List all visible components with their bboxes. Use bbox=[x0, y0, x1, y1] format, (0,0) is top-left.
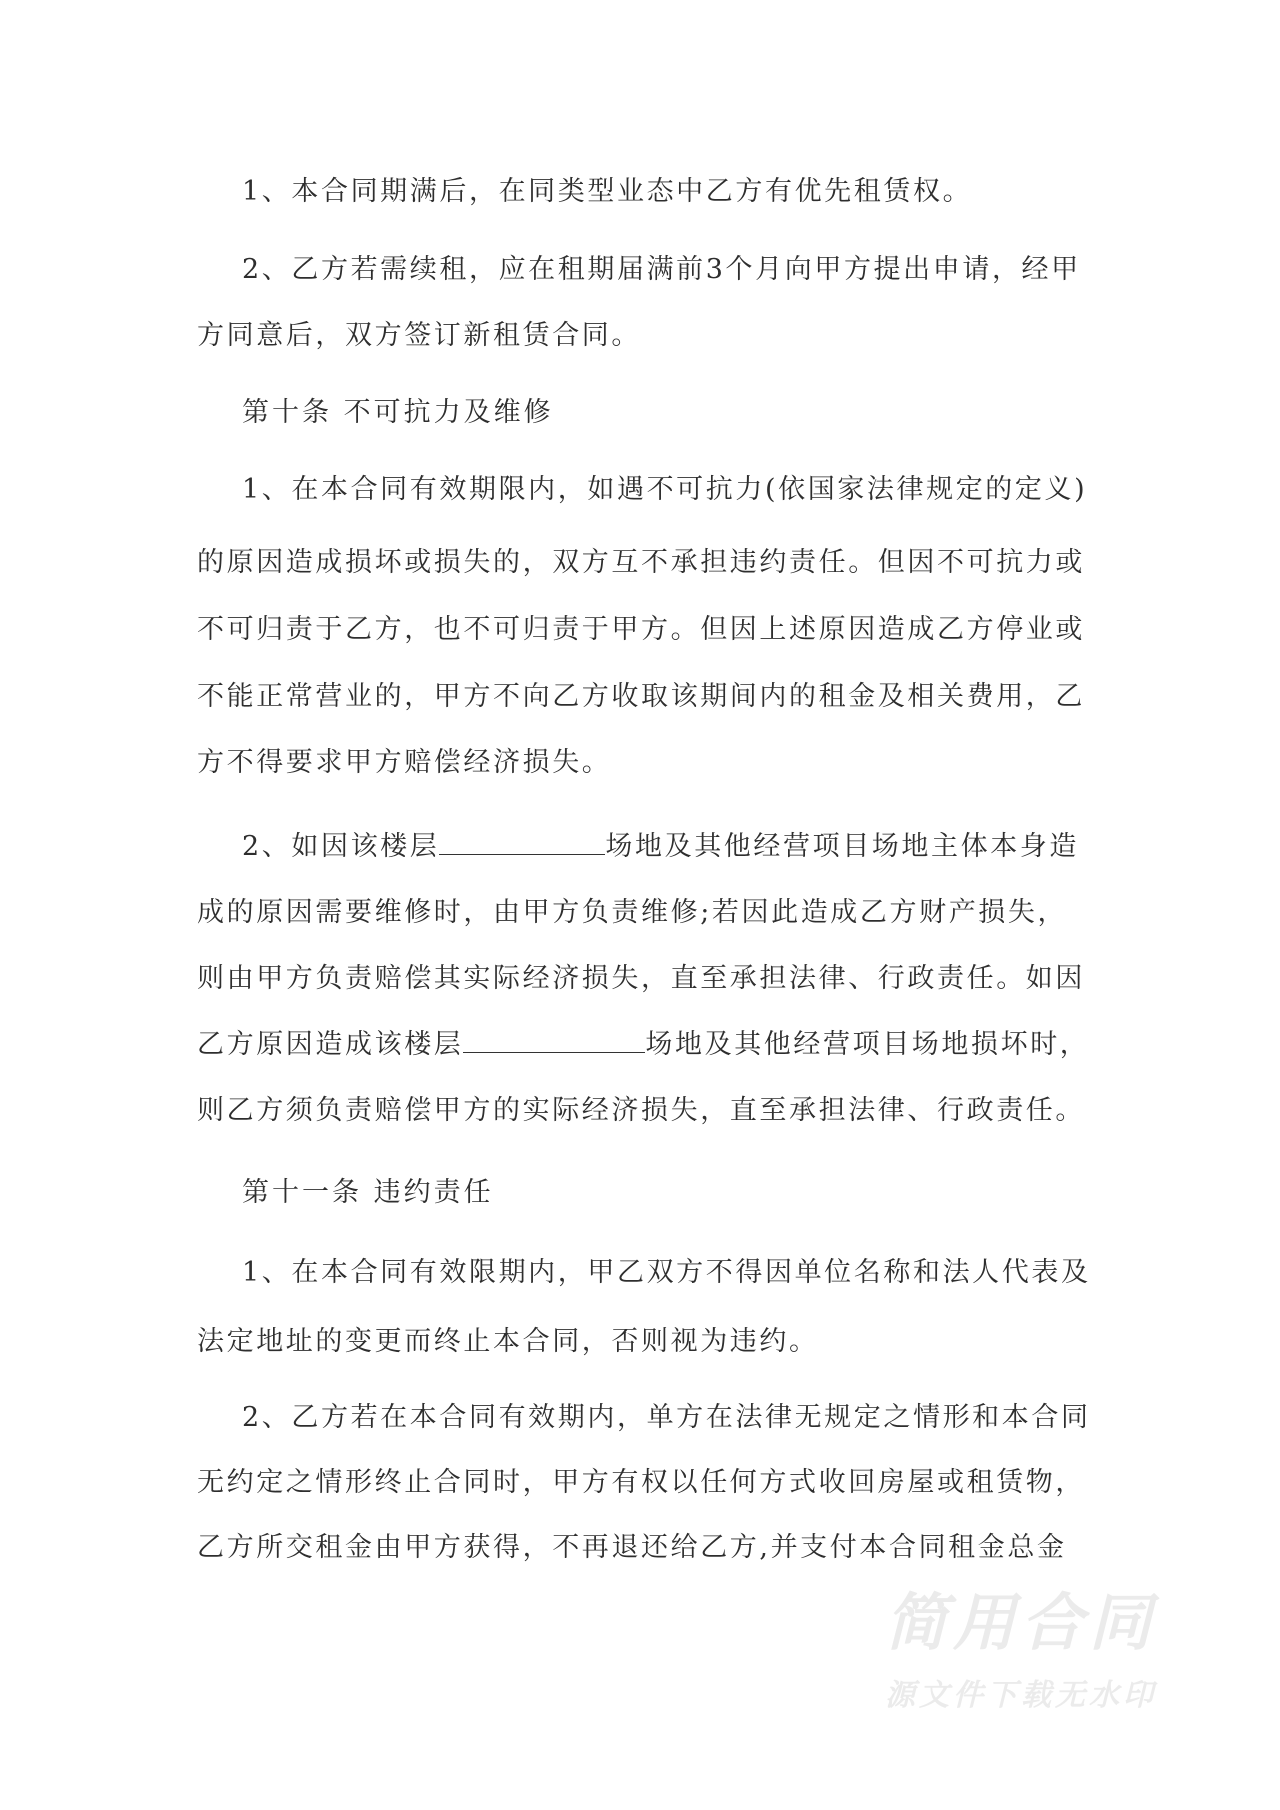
clause-text: 乙方原因造成该楼层 bbox=[197, 1029, 464, 1060]
clause-9-item-2-line-1: 2、乙方若需续租，应在租期届满前3个月向甲方提出申请，经甲 bbox=[242, 254, 1081, 285]
clause-10-item-1-line-2: 的原因造成损坏或损失的，双方互不承担违约责任。但因不可抗力或 bbox=[197, 547, 1085, 578]
watermark-subtitle: 源文件下载无水印 bbox=[885, 1678, 1157, 1713]
clause-10-item-2-line-5: 则乙方须负责赔偿甲方的实际经济损失，直至承担法律、行政责任。 bbox=[197, 1095, 1085, 1126]
clause-11-item-2-line-1: 2、乙方若在本合同有效期内，单方在法律无规定之情形和本合同 bbox=[242, 1402, 1091, 1433]
clause-text: 2、如因该楼层 bbox=[242, 831, 440, 862]
watermark-logo-text: 简用合同 bbox=[885, 1586, 1158, 1659]
clause-10-item-1-line-3: 不可归责于乙方，也不可归责于甲方。但因上述原因造成乙方停业或 bbox=[197, 614, 1085, 645]
clause-10-item-1-line-5: 方不得要求甲方赔偿经济损失。 bbox=[197, 747, 612, 778]
clause-10-item-1-line-1: 1、在本合同有效期限内，如遇不可抗力(依国家法律规定的定义) bbox=[242, 474, 1088, 505]
clause-9-item-1: 1、本合同期满后，在同类型业态中乙方有优先租赁权。 bbox=[242, 176, 973, 207]
clause-10-item-2-line-2: 成的原因需要维修时，由甲方负责维修;若因此造成乙方财产损失， bbox=[197, 897, 1068, 928]
clause-11-heading: 第十一条 违约责任 bbox=[242, 1177, 494, 1208]
fill-in-blank-floor[interactable] bbox=[439, 830, 605, 855]
clause-10-item-2-line-3: 则由甲方负责赔偿其实际经济损失，直至承担法律、行政责任。如因 bbox=[197, 963, 1085, 994]
clause-11-item-2-line-2: 无约定之情形终止合同时，甲方有权以任何方式收回房屋或租赁物， bbox=[197, 1467, 1085, 1498]
clause-10-item-2-line-4 bbox=[197, 1028, 1089, 1062]
clause-10-heading: 第十条 不可抗力及维修 bbox=[242, 397, 554, 428]
clause-10-item-1-line-4: 不能正常营业的，甲方不向乙方收取该期间内的租金及相关费用，乙 bbox=[197, 681, 1085, 712]
clause-11-item-1-line-2: 法定地址的变更而终止本合同，否则视为违约。 bbox=[197, 1326, 819, 1357]
clause-text: 场地及其他经营项目场地主体本身造 bbox=[605, 831, 1079, 862]
clause-11-item-2-line-3: 乙方所交租金由甲方获得，不再退还给乙方,并支付本合同租金总金 bbox=[197, 1532, 1067, 1563]
fill-in-blank-floor-2[interactable] bbox=[463, 1028, 645, 1053]
clause-11-item-1-line-1: 1、在本合同有效限期内，甲乙双方不得因单位名称和法人代表及 bbox=[242, 1257, 1091, 1288]
clause-9-item-2-line-2: 方同意后，双方签订新租赁合同。 bbox=[197, 320, 641, 351]
clause-text: 场地及其他经营项目场地损坏时， bbox=[645, 1029, 1090, 1060]
clause-10-item-2-line-1 bbox=[242, 830, 1079, 864]
